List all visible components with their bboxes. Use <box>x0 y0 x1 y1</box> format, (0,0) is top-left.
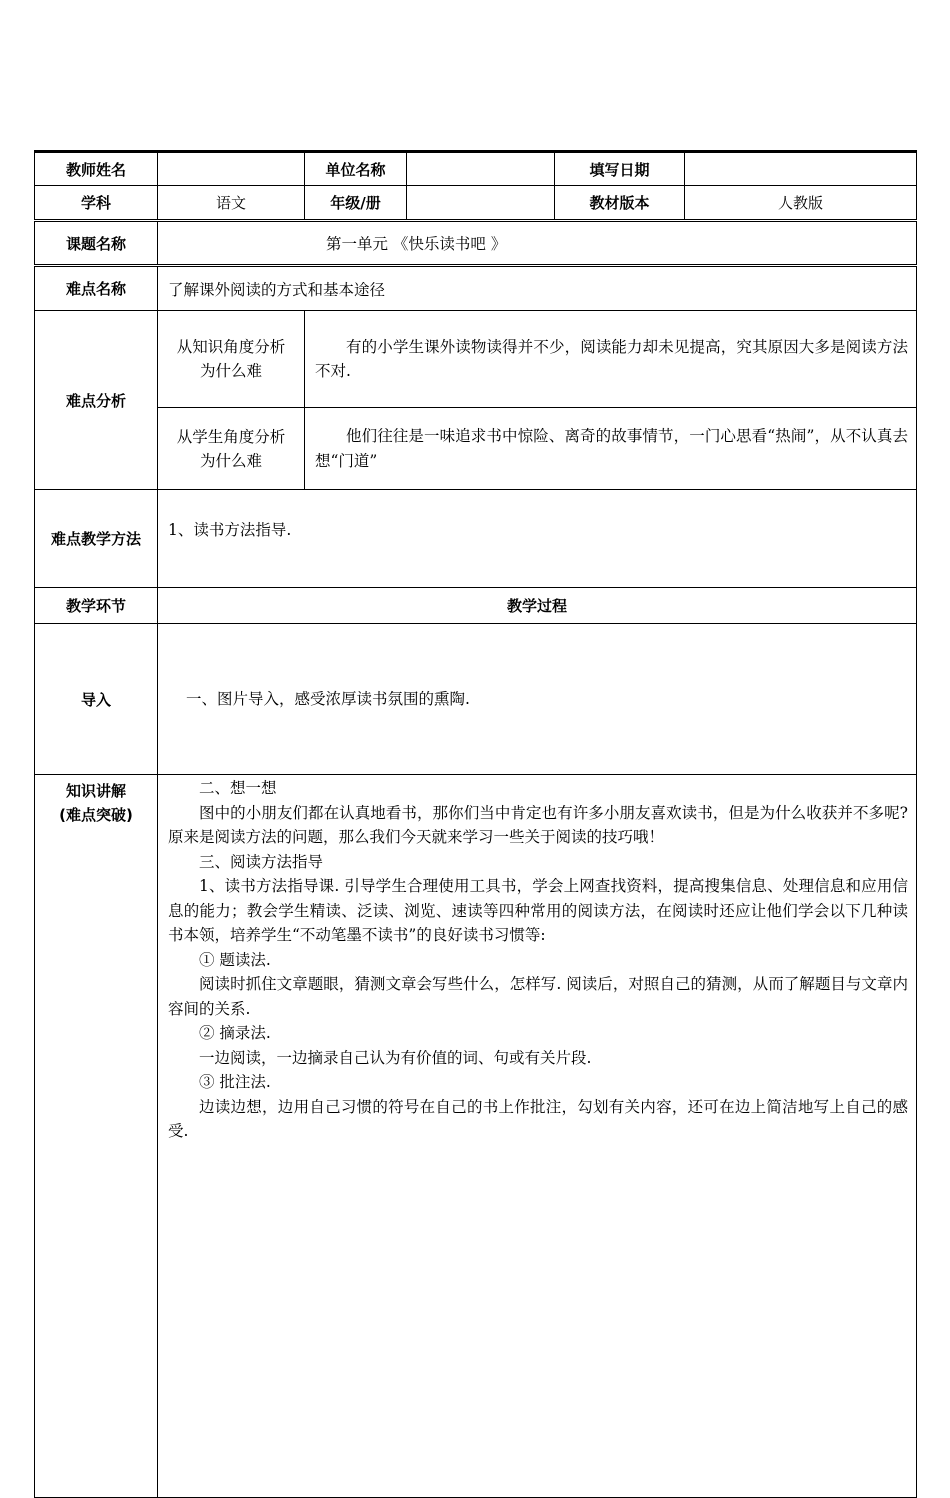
knowledge-paragraph: 三、阅读方法指导 <box>199 852 324 871</box>
knowledge-paragraph: 阅读时抓住文章题眼，猜测文章会写些什么，怎样写. 阅读后，对照自己的猜测，从而了解题目与文章内容间的关系. <box>168 975 908 1018</box>
knowledge-paragraph: 图中的小朋友们都在认真地看书，那你们当中肯定也有许多小朋友喜欢读书，但是为什么收获并不多呢?原来是阅读方法的问题，那么我们今天就来学习一些关于阅读的技巧哦！ <box>168 803 908 846</box>
teacher-name-label: 教师姓名 <box>35 152 158 186</box>
method-cell <box>158 490 917 588</box>
difficulty-row <box>35 266 917 311</box>
knowledge-paragraph: 1、读书方法指导课. 引导学生合理使用工具书，学会上网查找资料，提高搜集信息、处理信息和应用信息的能力；教会学生精读、泛读、浏览、速读等四种常用的阅读方法，在阅读时还应让他们学会以下几种读书本领，培养学生“不动笔墨不读书”的良好读书习惯等: <box>168 877 908 944</box>
lesson-plan-table <box>34 150 917 1498</box>
method-row <box>35 490 917 588</box>
knowledge-label-line1: 知识讲解 <box>65 782 126 800</box>
analysis-row-knowledge <box>35 311 917 408</box>
header-row-1 <box>35 152 917 186</box>
header-row-2 <box>35 186 917 221</box>
method-value: 1、读书方法指导. <box>168 521 292 539</box>
subject-value: 语文 <box>158 186 305 221</box>
topic-row <box>35 221 917 266</box>
intro-cell <box>158 624 917 775</box>
knowledge-label-cell <box>35 775 158 1498</box>
knowledge-paragraph: ② 摘录法. <box>199 1024 271 1042</box>
knowledge-angle-label: 从知识角度分析为什么难 <box>158 311 305 408</box>
student-angle-text: 他们往往是一味追求书中惊险、离奇的故事情节，一门心思看“热闹”，从不认真去想“门道” <box>315 427 908 470</box>
teacher-name-value <box>158 152 305 186</box>
intro-label: 导入 <box>35 624 158 775</box>
knowledge-paragraph: 二、想一想 <box>199 779 277 797</box>
knowledge-paragraph: 边读边想，边用自己习惯的符号在自己的书上作批注，勾划有关内容，还可在边上简洁地写上自己的感受. <box>168 1097 908 1140</box>
knowledge-paragraph: ③ 批注法. <box>199 1073 271 1091</box>
knowledge-row <box>35 775 917 1498</box>
student-angle-label: 从学生角度分析为什么难 <box>158 408 305 490</box>
analysis-row-student <box>35 408 917 490</box>
student-angle-cell <box>305 408 917 490</box>
difficulty-value: 了解课外阅读的方式和基本途径 <box>158 266 917 311</box>
topic-value: 第一单元 《快乐读书吧 》 <box>158 221 917 266</box>
date-label: 填写日期 <box>555 152 685 186</box>
knowledge-label-line2: (难点突破) <box>59 806 133 824</box>
grade-label: 年级/册 <box>305 186 407 221</box>
edition-value: 人教版 <box>685 186 917 221</box>
knowledge-paragraph: 一边阅读，一边摘录自己认为有价值的词、句或有关片段. <box>199 1048 592 1067</box>
method-label: 难点教学方法 <box>35 490 158 588</box>
process-header-row <box>35 588 917 624</box>
process-label: 教学过程 <box>158 588 917 624</box>
intro-text: 一、图片导入，感受浓厚读书氛围的熏陶. <box>186 689 470 708</box>
grade-value <box>407 186 555 221</box>
knowledge-angle-text: 有的小学生课外读物读得并不少，阅读能力却未见提高，究其原因大多是阅读方法不对. <box>315 337 908 380</box>
knowledge-content <box>158 775 917 1498</box>
analysis-label: 难点分析 <box>35 311 158 490</box>
edition-label: 教材版本 <box>555 186 685 221</box>
date-value <box>685 152 917 186</box>
stage-label: 教学环节 <box>35 588 158 624</box>
knowledge-paragraph: ① 题读法. <box>199 950 271 969</box>
unit-label: 单位名称 <box>305 152 407 186</box>
unit-value <box>407 152 555 186</box>
topic-label: 课题名称 <box>35 221 158 266</box>
lesson-plan-document <box>34 150 916 1498</box>
subject-label: 学科 <box>35 186 158 221</box>
knowledge-angle-cell <box>305 311 917 408</box>
difficulty-label: 难点名称 <box>35 266 158 311</box>
intro-row <box>35 624 917 775</box>
